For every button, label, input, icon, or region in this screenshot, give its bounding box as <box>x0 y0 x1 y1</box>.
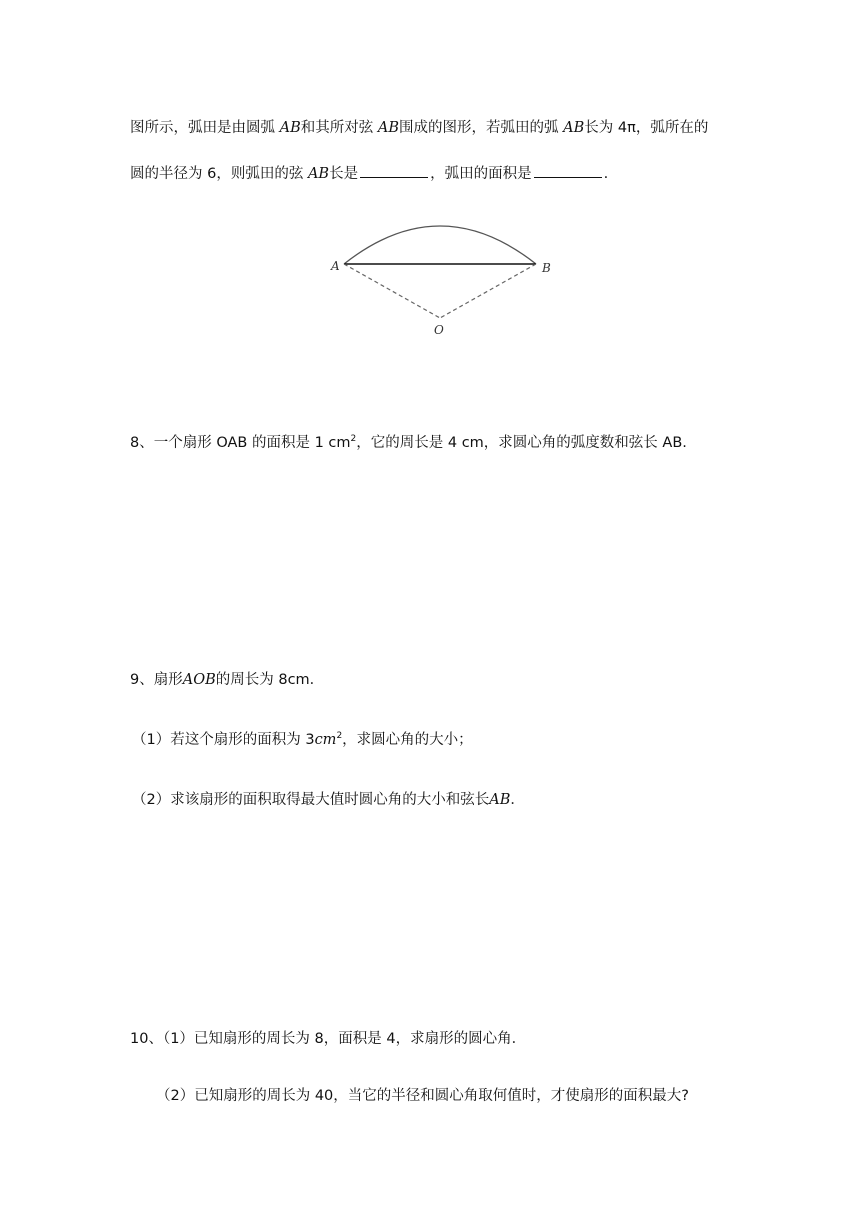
q7-text: . <box>603 166 609 182</box>
q8-line <box>130 433 687 453</box>
q10-part-2: （2）已知扇形的周长为 40，当它的半径和圆心角取何值时，才使扇形的面积最大? <box>156 1088 689 1104</box>
q7-text: 图所示，弧田是由圆弧 <box>130 120 280 136</box>
q9-part-2 <box>132 790 525 810</box>
q7-text: 和其所对弦 <box>300 120 378 136</box>
math-ab: AB <box>377 120 399 136</box>
superscript: 2 <box>336 731 343 741</box>
math-ab: AB <box>307 166 330 182</box>
arc-field-figure <box>320 212 560 342</box>
q8-text: ，它的周长是 4 cm，求圆心角的弧度数和弦长 AB. <box>356 435 687 451</box>
q9-text: 的周长为 8cm． <box>215 672 325 688</box>
q7-line-1 <box>130 118 708 138</box>
superscript: 2 <box>350 434 357 444</box>
answer-blank-2 <box>534 163 602 178</box>
q9-text: ，求圆心角的大小； <box>342 732 473 748</box>
radius-oa <box>344 264 440 318</box>
q9-part-1 <box>132 730 473 750</box>
q7-text: 长为 4π，弧所在的 <box>584 120 709 136</box>
q7-text: 长是 <box>329 166 359 182</box>
q8-text: 8、一个扇形 OAB 的面积是 1 cm <box>130 435 351 451</box>
arc-ab <box>344 226 536 264</box>
q9-text: （1）若这个扇形的面积为 3 <box>132 732 315 748</box>
q7-line-2 <box>130 163 608 184</box>
q9-text: （2）求该扇形的面积取得最大值时圆心角的大小和弦长 <box>132 792 490 808</box>
label-b: B <box>542 261 551 275</box>
label-a: A <box>331 259 340 273</box>
q7-text: ，弧田的面积是 <box>430 166 532 182</box>
math-cm: cm <box>314 732 337 748</box>
label-o: O <box>434 323 444 337</box>
radius-ob <box>440 264 536 318</box>
q9-text: 9、扇形 <box>130 672 183 688</box>
q9-title <box>130 670 324 690</box>
q7-text: 围成的图形，若弧田的弧 <box>399 120 564 136</box>
q9-text: ． <box>510 792 525 808</box>
math-ab: AB <box>279 120 301 136</box>
math-ab: AB <box>489 792 511 808</box>
math-aob: AOB <box>182 672 216 688</box>
q10-part-1: 10、（1）已知扇形的周长为 8，面积是 4，求扇形的圆心角． <box>130 1031 527 1047</box>
q7-text: 圆的半径为 6，则弧田的弦 <box>130 166 308 182</box>
answer-blank-1 <box>360 163 428 178</box>
math-ab: AB <box>563 120 585 136</box>
